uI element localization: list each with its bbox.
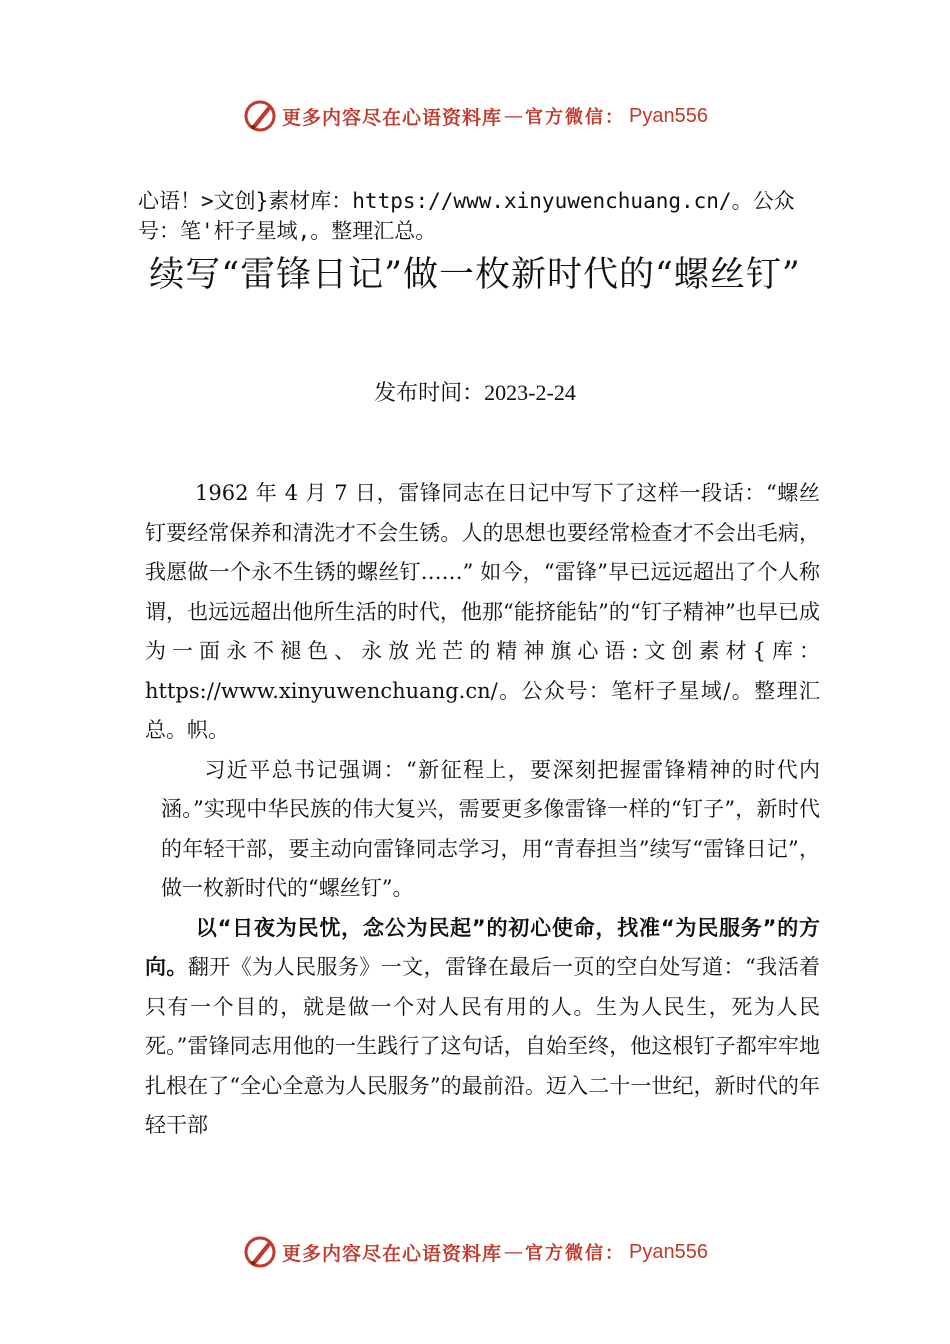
- pen-logo-icon: [242, 98, 278, 134]
- paragraph-1-text: 1962 年 4 月 7 日，雷锋同志在日记中写下了这样一段话：“螺丝钉要经常保养和清洗才不会生锈。人的思想也要经常检查才不会出毛病，我愿做一个永不生锈的螺丝钉……” 如今，“雷锋”早已远远超出了个人称谓，也远远超出他所生活的时代，他那“能挤能钻”的“钉子精神”也早已成为一面永不褪色、永放光芒的精神旗心语:文创素材{库：https://www.xinyuwenchuang.cn/。公众号：笔杆子星域/。整理汇总。帜。: [145, 481, 820, 742]
- banner-dash: —: [504, 1241, 524, 1263]
- publish-date: [0, 376, 950, 407]
- banner-dash: —: [504, 105, 524, 127]
- page-title: 续写“雷锋日记”做一枚新时代的“螺丝钉”: [149, 255, 801, 295]
- source-note: 心语！>文创}素材库：https://www.xinyuwenchuang.cn/。公众号：笔'杆子星域,。整理汇总。: [138, 189, 795, 243]
- banner-text: 更多内容尽在心语资料库: [282, 1242, 503, 1265]
- banner-wechat-label: 官方微信：: [525, 107, 626, 128]
- paragraph-2-text: 习近平总书记强调：“新征程上，要深刻把握雷锋精神的时代内涵。”实现中华民族的伟大复兴，需要更多像雷锋一样的“钉子”，新时代的年轻干部，要主动向雷锋同志学习，用“青春担当”续写“雷锋日记”，做一枚新时代的“螺丝钉”。: [161, 757, 820, 900]
- pen-logo-icon: [242, 1234, 278, 1270]
- header-banner: [0, 96, 950, 136]
- banner-text: 更多内容尽在心语资料库: [282, 106, 503, 129]
- footer-banner: [0, 1232, 950, 1272]
- banner-wechat-id: Pyan556: [629, 1240, 708, 1263]
- banner-wechat-id: Pyan556: [629, 104, 708, 127]
- publish-date-label: 发布时间：: [374, 381, 485, 406]
- article-body: [145, 474, 820, 1146]
- banner-wechat-label: 官方微信：: [525, 1243, 626, 1264]
- paragraph-2: [145, 751, 820, 909]
- paragraph-3-lead: 以“日夜为民忧，念公为民起”的初心使命，找准“为民服务”的方向。: [145, 915, 820, 979]
- paragraph-3: [145, 909, 820, 1146]
- publish-date-value: 2023-2-24: [484, 380, 576, 405]
- paragraph-3-text: 翻开《为人民服务》一文，雷锋在最后一页的空白处写道：“我活着只有一个目的，就是做一个对人民有用的人。生为人民生，死为人民死。”雷锋同志用他的一生践行了这句话，自始至终，他这根钉子都牢牢地扎根在了“全心全意为人民服务”的最前沿。迈入二十一世纪，新时代的年轻干部: [145, 955, 821, 1137]
- paragraph-1: [145, 474, 820, 751]
